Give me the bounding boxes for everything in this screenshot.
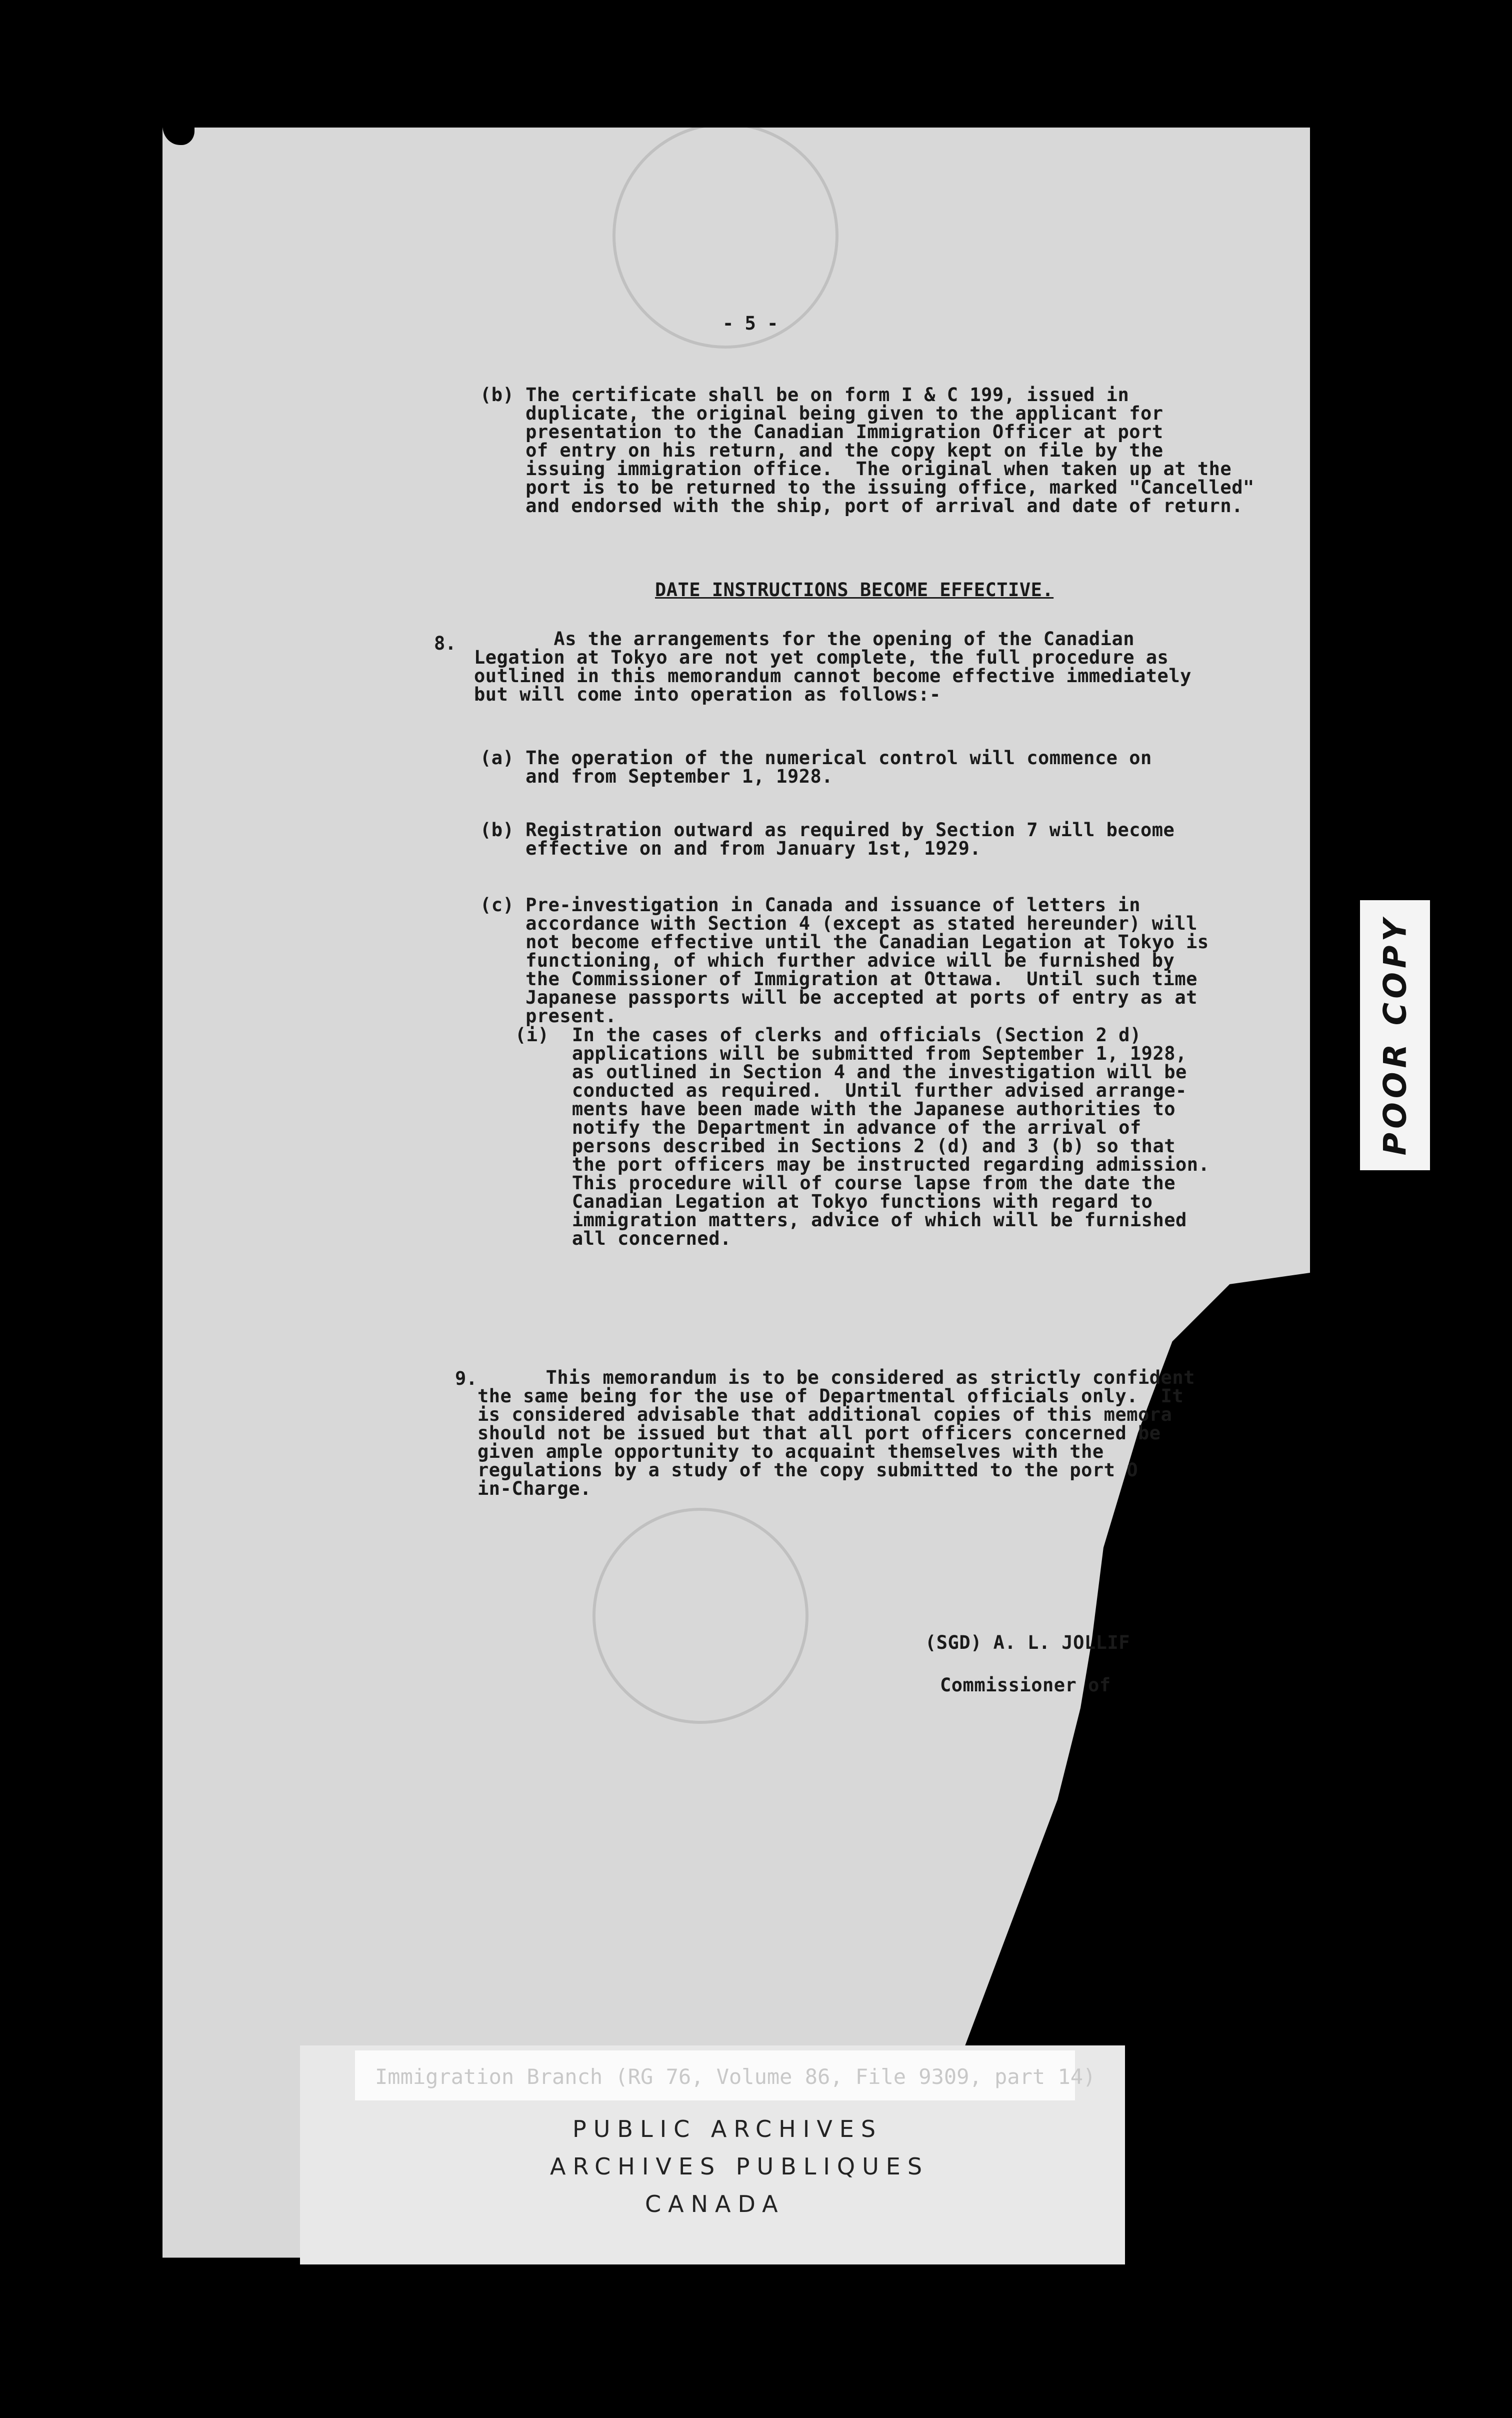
text-line: applications will be submitted from September 1, 1928, <box>515 1043 1187 1064</box>
paragraph-9-number: 9. <box>455 1368 478 1389</box>
text-line: conducted as required. Until further advised arrange- <box>515 1080 1187 1101</box>
text-line: Japanese passports will be accepted at ports of entry as at <box>480 987 1198 1008</box>
text-line: (b) Registration outward as required by Section 7 will become <box>480 819 1175 841</box>
text-line: port is to be returned to the issuing office, marked "Cancelled" <box>480 477 1254 498</box>
text-line: issuing immigration office. The original when taken up at the <box>480 458 1232 480</box>
archives-line-2: ARCHIVES PUBLIQUES <box>550 2153 930 2180</box>
text-line: accordance with Section 4 (except as stated hereunder) will <box>480 913 1198 934</box>
text-line: As the arrangements for the opening of the Canadian <box>474 628 1135 650</box>
text-line: effective on and from January 1st, 1929. <box>480 838 982 859</box>
text-line: Canadian Legation at Tokyo functions with regard to <box>515 1191 1153 1212</box>
text-line: present. <box>480 1005 617 1027</box>
text-line: functioning, of which further advice will be furnished by <box>480 950 1175 971</box>
text-line: persons described in Sections 2 (d) and 3 (b) so that <box>515 1135 1176 1157</box>
signature: (SGD) A. L. JOLLIF <box>925 1632 1130 1653</box>
text-line: all concerned. <box>515 1228 732 1249</box>
signature-title: Commissioner of <box>940 1674 1111 1696</box>
text-line: the same being for the use of Departmental officials only. It <box>478 1385 1184 1407</box>
poor-copy-label <box>1360 900 1430 1170</box>
paragraph-8-number: 8. <box>434 633 456 654</box>
text-line: is considered advisable that additional copies of this memora <box>478 1404 1172 1425</box>
text-line: presentation to the Canadian Immigration Officer at port <box>480 421 1164 443</box>
text-line: given ample opportunity to acquaint themselves with the <box>478 1441 1104 1462</box>
page-number: - 5 - <box>722 313 778 334</box>
text-line: (c) Pre-investigation in Canada and issuance of letters in <box>480 894 1141 916</box>
text-line: (a) The operation of the numerical control will commence on <box>480 747 1152 769</box>
text-line: ments have been made with the Japanese authorities to <box>515 1098 1176 1120</box>
text-line: This procedure will of course lapse from the date the <box>515 1172 1176 1194</box>
archives-line-3: CANADA <box>645 2190 785 2217</box>
text-line: (i) In the cases of clerks and officials (Section 2 d) <box>515 1024 1142 1046</box>
text-line: outlined in this memorandum cannot become effective immediately <box>474 665 1192 687</box>
archives-label <box>300 2045 1125 2264</box>
text-line: in-Charge. <box>478 1478 592 1499</box>
text-line: as outlined in Section 4 and the investigation will be <box>515 1061 1187 1083</box>
text-line: Legation at Tokyo are not yet complete, the full procedure as <box>474 647 1169 668</box>
text-line: notify the Department in advance of the arrival of <box>515 1117 1142 1138</box>
text-line: and from September 1, 1928. <box>480 766 834 787</box>
text-line: the port officers may be instructed regarding admission. <box>515 1154 1210 1175</box>
text-line: but will come into operation as follows:- <box>474 684 941 705</box>
text-line: (b) The certificate shall be on form I & C 199, issued in <box>480 384 1130 406</box>
archives-reference: Immigration Branch (RG 76, Volume 86, File 9309, part 14) <box>375 2064 1096 2089</box>
text-line: immigration matters, advice of which will be furnished <box>515 1209 1187 1231</box>
archives-line-1: PUBLIC ARCHIVES <box>572 2115 883 2142</box>
section-heading: DATE INSTRUCTIONS BECOME EFFECTIVE. <box>655 579 1054 601</box>
text-line: should not be issued but that all port officers concerned be <box>478 1422 1161 1444</box>
archive-stamp-bottom <box>592 1508 808 1724</box>
text-line: and endorsed with the ship, port of arrival and date of return. <box>480 495 1243 517</box>
text-line: regulations by a study of the copy submitted to the port O <box>478 1459 1138 1481</box>
text-line: not become effective until the Canadian Legation at Tokyo is <box>480 931 1209 953</box>
text-line: of entry on his return, and the copy kept on file by the <box>480 440 1164 461</box>
poor-copy-text: POOR COPY <box>1376 915 1414 1156</box>
text-line: the Commissioner of Immigration at Ottawa. Until such time <box>480 968 1198 990</box>
text-line: duplicate, the original being given to the applicant for <box>480 403 1164 424</box>
text-line: This memorandum is to be considered as strictly confident <box>478 1367 1195 1388</box>
